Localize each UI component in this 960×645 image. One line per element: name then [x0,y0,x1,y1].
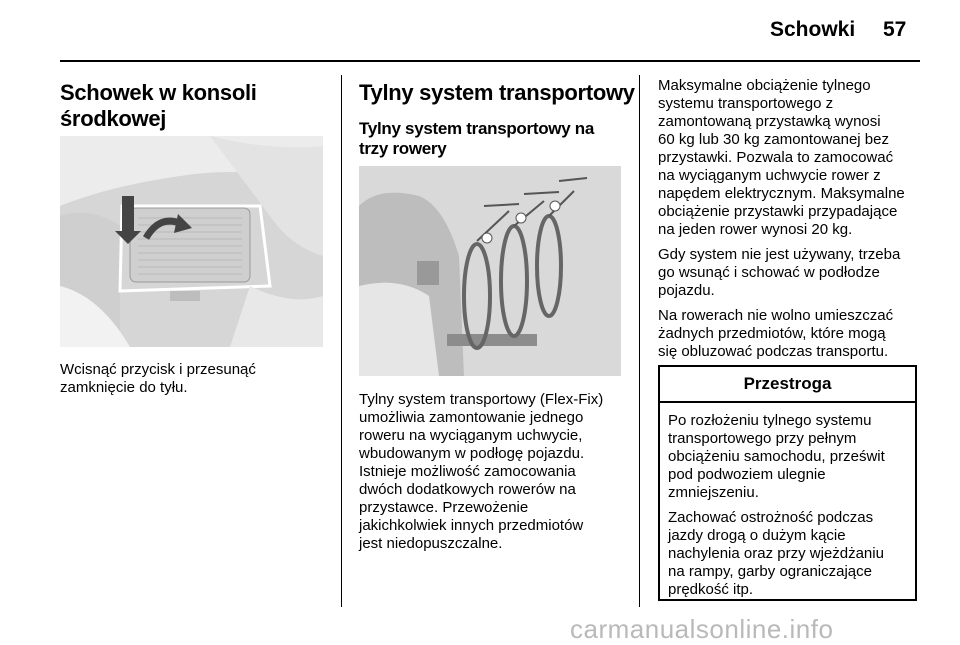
subheading-line: trzy rowery [359,139,447,158]
caution-line: pod podwoziem ulegnie [668,466,826,483]
middle-paragraph [359,391,603,553]
header-divider [60,60,920,62]
caption-line: Wcisnąć przycisk i przesunąć [60,361,256,378]
caution-line: zmniejszeniu. [668,484,759,501]
paragraph-line: dwóch dodatkowych rowerów na [359,481,576,498]
paragraph-line: się obluzować podczas transportu. [658,343,889,360]
right-text [658,77,905,368]
heading-line: Schowek w konsoli [60,80,257,105]
paragraph-line: Maksymalne obciążenie tylnego [658,77,871,94]
paragraph-line: przystawce. Przewożenie [359,499,529,516]
caption-line: zamknięcie do tyłu. [60,379,188,396]
heading-line: środkowej [60,106,167,131]
paragraph-line: przystawki. Pozwala to zamocować [658,149,894,166]
caution-title: Przestroga [660,367,915,403]
watermark: carmanualsonline.info [570,614,834,644]
caution-paragraph-2 [668,509,907,599]
page-number: 57 [883,18,907,41]
paragraph-line: roweru na wyciąganym uchwycie, [359,427,583,444]
paragraph-line: Tylny system transportowy (Flex-Fix) [359,391,604,408]
paragraph-line: umożliwia zamontowanie jednego [359,409,584,426]
paragraph-line: jakichkolwiek innych przedmiotów [359,517,584,534]
subheading-line: Tylny system transportowy na [359,119,595,138]
right-paragraph-1 [658,77,905,239]
paragraph-line: pojazdu. [658,282,715,299]
paragraph-line: zamontowaną przystawką wynosi [658,113,881,130]
middle-heading: Tylny system transportowy [359,80,635,105]
console-storage-illustration [60,136,323,347]
caution-paragraph-1 [668,412,907,502]
paragraph-line: napędem elektrycznym. Maksymalne [658,185,905,202]
column-divider-1 [341,75,342,607]
caution-line: prędkość itp. [668,581,754,598]
left-caption [60,361,256,397]
right-paragraph-2 [658,246,905,300]
caution-body [660,403,915,599]
caution-line: Po rozłożeniu tylnego systemu [668,412,872,429]
caution-line: obciążeniu samochodu, prześwit [668,448,885,465]
paragraph-line: jest niedopuszczalne. [359,535,503,552]
caution-line: na rampy, garby ograniczające [668,563,872,580]
right-paragraph-3 [658,307,905,361]
left-heading [60,80,257,132]
paragraph-line: 60 kg lub 30 kg zamontowanej bez [658,131,889,148]
section-title: Schowki [770,18,856,41]
caution-line: jazdy drogą o dużym kącie [668,527,846,544]
column-divider-2 [639,75,640,607]
paragraph-line: na jeden rower wynosi 20 kg. [658,221,853,238]
paragraph-line: żadnych przedmiotów, które mogą [658,325,886,342]
paragraph-line: systemu transportowego z [658,95,834,112]
caution-line: nachylenia oraz przy wjeżdżaniu [668,545,884,562]
paragraph-line: Na rowerach nie wolno umieszczać [658,307,894,324]
middle-subheading [359,119,594,159]
caution-line: Zachować ostrożność podczas [668,509,874,526]
paragraph-line: wbudowanym w podłogę pojazdu. [359,445,585,462]
paragraph-line: obciążenie przystawki przypadające [658,203,898,220]
caution-box [658,365,917,601]
caution-line: transportowego przy pełnym [668,430,857,447]
paragraph-line: na wyciąganym uchwycie rower z [658,167,881,184]
paragraph-line: go wsunąć i schować w podłodze [658,264,880,281]
paragraph-line: Istnieje możliwość zamocowania [359,463,576,480]
paragraph-line: Gdy system nie jest używany, trzeba [658,246,901,263]
bicycle-carrier-illustration [359,166,621,376]
